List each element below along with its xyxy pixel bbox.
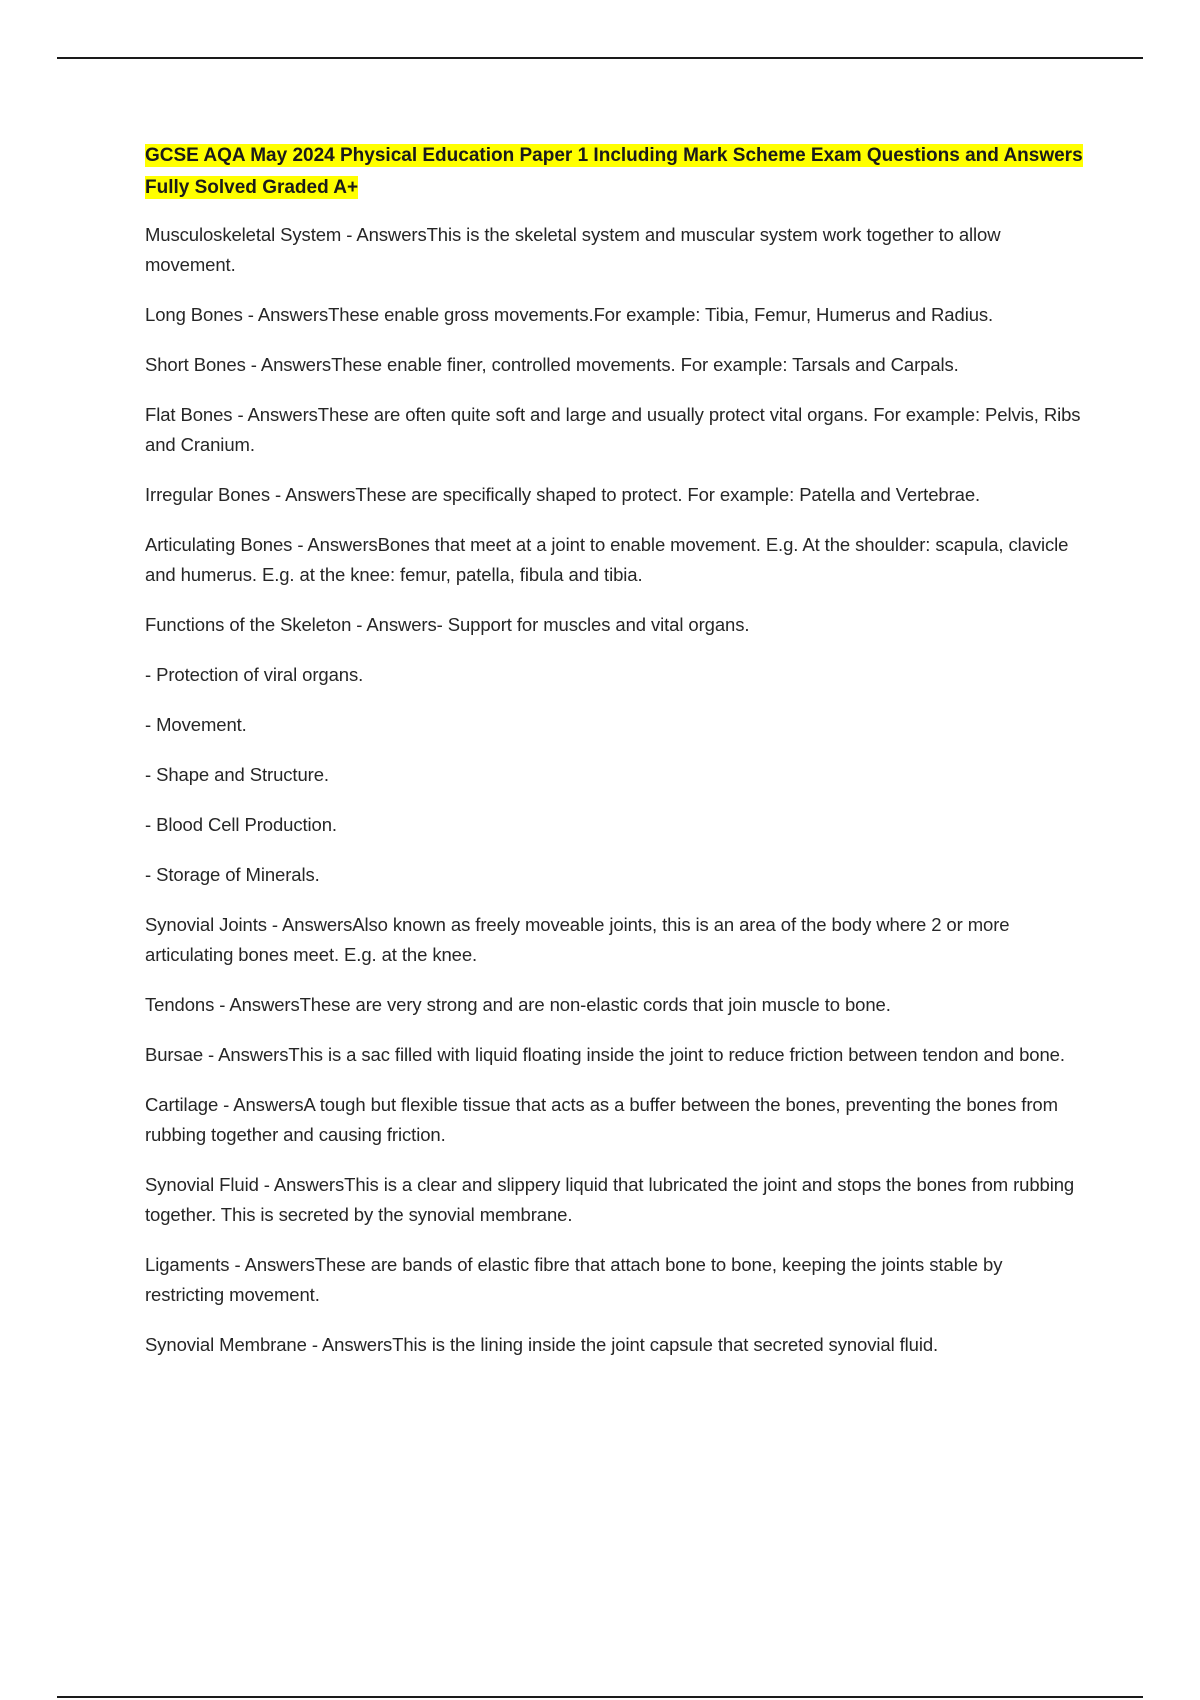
document-title	[145, 140, 1085, 204]
entry-flat-bones: Flat Bones - AnswersThese are often quite soft and large and usually protect vital organs. For example: Pelvis, Ribs and Cranium.	[145, 404, 1081, 455]
footer-rule	[57, 1696, 1143, 1698]
entry-blood-cell-production: - Blood Cell Production.	[145, 814, 337, 835]
document-title-text: GCSE AQA May 2024 Physical Education Paper 1 Including Mark Scheme Exam Questions and Answers Fully Solved Graded A+	[145, 145, 1083, 198]
entry-cartilage: Cartilage - AnswersA tough but flexible tissue that acts as a buffer between the bones, preventing the bones from rubbing together and causing friction.	[145, 1094, 1058, 1145]
entry-storage-of-minerals: - Storage of Minerals.	[145, 864, 320, 885]
entry-functions-of-skeleton: Functions of the Skeleton - Answers- Support for muscles and vital organs.	[145, 614, 750, 635]
entry-irregular-bones: Irregular Bones - AnswersThese are specifically shaped to protect. For example: Patella and Vertebrae.	[145, 484, 981, 505]
header-rule	[57, 57, 1143, 59]
entry-synovial-fluid: Synovial Fluid - AnswersThis is a clear and slippery liquid that lubricated the joint and stops the bones from rubbing together. This is secreted by the synovial membrane.	[145, 1174, 1075, 1225]
entry-synovial-membrane: Synovial Membrane - AnswersThis is the lining inside the joint capsule that secreted synovial fluid.	[145, 1334, 939, 1355]
entry-synovial-joints: Synovial Joints - AnswersAlso known as freely moveable joints, this is an area of the body where 2 or more articulating bones meet. E.g. at the knee.	[145, 914, 1010, 965]
entry-movement: - Movement.	[145, 714, 247, 735]
entry-protection: - Protection of viral organs.	[145, 664, 364, 685]
entry-musculoskeletal-system: Musculoskeletal System - AnswersThis is the skeletal system and muscular system work together to allow movement.	[145, 224, 1001, 275]
entry-short-bones: Short Bones - AnswersThese enable finer, controlled movements. For example: Tarsals and Carpals.	[145, 354, 959, 375]
entry-tendons: Tendons - AnswersThese are very strong and are non-elastic cords that join muscle to bone.	[145, 994, 891, 1015]
entry-shape-structure: - Shape and Structure.	[145, 764, 329, 785]
document-body	[145, 140, 1085, 1380]
entry-articulating-bones: Articulating Bones - AnswersBones that meet at a joint to enable movement. E.g. At the shoulder: scapula, clavicle and humerus. E.g. at the knee: femur, patella, fibula and tibia.	[145, 534, 1069, 585]
entry-bursae: Bursae - AnswersThis is a sac filled with liquid floating inside the joint to reduce friction between tendon and bone.	[145, 1044, 1065, 1065]
entry-long-bones: Long Bones - AnswersThese enable gross movements.For example: Tibia, Femur, Humerus and Radius.	[145, 304, 994, 325]
entry-ligaments: Ligaments - AnswersThese are bands of elastic fibre that attach bone to bone, keeping the joints stable by restricting movement.	[145, 1254, 1003, 1305]
